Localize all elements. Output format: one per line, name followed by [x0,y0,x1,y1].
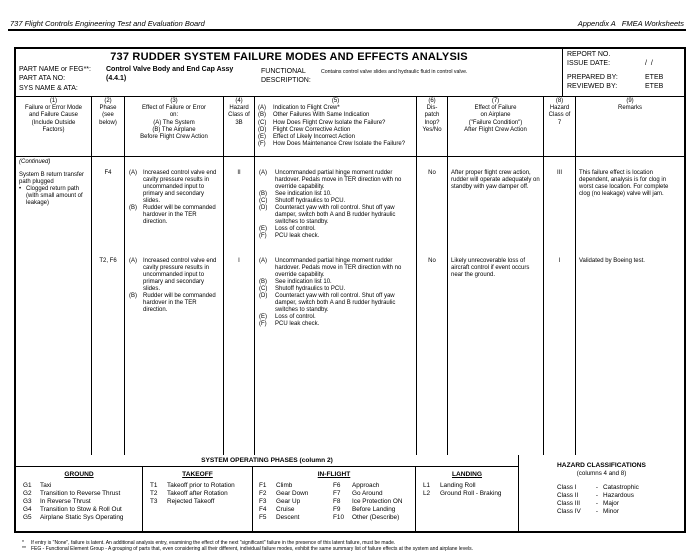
phase-item: G1 Taxi [23,482,52,489]
part-name-label: PART NAME or FEG**: [19,66,91,73]
header-line: Inop? [424,119,440,126]
lettered-item: (B) Rudder will be commanded hardover in the TER direction. [129,205,216,225]
functional-description-label-line2: DESCRIPTION: [261,77,311,84]
phase-item: F10 Other (Describe) [333,514,400,521]
header-lettered-line: (B) Other Failures With Same Indication [258,112,370,119]
header-lettered-line: (F) How Does Maintenance Crew Isolate the Failure? [258,141,406,148]
lettered-item: (B) See indication list 10. [259,191,332,197]
entry-2-dispatch: No [428,258,436,264]
header-line: Hazard [549,105,570,112]
phase-item: F3 Gear Up [259,498,301,505]
header-lettered-line: (D) Flight Crew Corrective Action [258,126,351,133]
entry-1-remarks: This failure effect is location dependent, analysis is for clog in worst case location. For complete clog (no leakage) valve will jam. [579,170,669,197]
lettered-item: (A) Increased control valve end cavity pressure results in uncommanded input to primary and secondary slides. [129,170,217,204]
report-no-label: REPORT NO. [567,51,611,58]
lettered-item: (E) Loss of control. [259,226,316,232]
entry-2-indications [255,258,416,328]
entry-2-effects [125,258,223,314]
lettered-item: (A) Increased control valve end cavity pressure results in uncommanded input to primary and secondary slides. [129,258,217,292]
col-header-hazard-3b: (4) Hazard Class of 3B [224,97,255,156]
issue-date-value: / / [645,60,653,67]
phase-item: F2 Gear Down [259,490,309,497]
col-header-remarks: (9) Remarks [576,97,684,156]
header-line: ("Failure Condition") [468,119,523,126]
header-line: 7 [557,119,562,126]
hazard-class-row: Class I - Catastrophic [557,484,639,491]
body-col-hazard-7 [544,157,576,455]
col-header-indications: (5) (A) Indication to Flight Crew* (B) Other Failures With Same Indication (C) How Does Flight Crew Isolate the Failure? (D) Flight Crew Corrective Action (E) Effect of Likely Incorrect Action (F) How Does Maintenance Crew Isolate the Failure? [255,97,417,156]
phases-section [16,455,684,531]
phase-item: F1 Climb [259,482,293,489]
lettered-item: (D) Counteract yaw with roll control. Shut off yaw damper, switch both A and B rudder hydraulic switches to standby. [259,293,396,313]
lettered-item: (F) PCU leak check. [259,321,320,327]
part-ata-label: PART ATA NO: [19,75,66,82]
header-line: Before Flight Crew Action [140,134,208,141]
header-line: Class of [228,112,250,119]
lettered-item: (F) PCU leak check. [259,233,320,239]
entry-2-hazard-3b: I [238,258,240,264]
header-line: and Failure Cause [28,112,79,119]
functional-description-label-line1: FUNCTIONAL [261,68,306,75]
entry-1-failure-mode: System B return transfer path plugged • Clogged return path (with small amount of leakage) [16,172,91,207]
fmea-worksheet [14,47,686,533]
hazard-class-row: Class III - Major [557,500,619,507]
col-header-phase: (2) Phase (see below) [92,97,125,156]
phase-item: F4 Cruise [259,506,295,513]
entry-2-hazard-7: I [558,258,561,264]
entry-2-remarks: Validated by Boeing test. [579,258,645,264]
header-line: Effect of Failure or Error [142,105,206,112]
page-header-left: 737 Flight Controls Engineering Test and Evaluation Board [10,19,205,28]
col-header-dispatch: (6) Dis- patch Inop? Yes/No [417,97,448,156]
lettered-item: (A) Uncommanded partial hinge moment rudder hardover. Pedals move in TER direction with no override capability. [259,258,402,278]
page-header-right: Appendix A FMEA Worksheets [577,19,684,28]
title-block-left [16,49,562,96]
entry-1-phase: F4 [104,170,112,176]
header-line: Effect of Failure [474,105,517,112]
header-lettered-line: (A) Indication to Flight Crew* [258,105,340,112]
entry-1-hazard-3b: II [237,170,241,176]
continued-note: (Continued) [19,159,51,165]
entry-1-effects [125,170,223,226]
header-line: on Airplane [480,112,511,119]
header-line: patch [424,112,440,119]
phases-band-title: SYSTEM OPERATING PHASES (column 2) [16,455,518,467]
phase-item: T1 Takeoff prior to Rotation [150,482,235,489]
header-line: Class of [548,112,571,119]
reviewed-by-value: ETEB [645,83,664,90]
footnote-2: ** FEG - Functional Element Group - A grouping of parts that, even considering all their different, individual failure modes, exhibit the same summary list of failure effects at the system and airplane levels. [22,546,473,552]
table-body [16,157,684,455]
phase-item: G4 Transition to Stow & Roll Out [23,506,122,513]
hazard-class-row: Class IV - Minor [557,508,619,515]
entry-1-effect-after: After proper flight crew action, rudder will operate adequately on standby with yaw damper off. [451,170,540,190]
phase-col-ground: GROUND G1 Taxi G2 Transition to Reverse Thrust G3 In Reverse Thrust G4 Transition to Stow & Roll Out G5 Airplane Static Sys Operating [16,467,143,531]
header-line: Dis- [426,105,438,112]
title-block [16,49,684,97]
entry-2-phase: T2, F6 [99,258,117,264]
body-col-effects [125,157,224,455]
report-info-box [562,49,684,96]
lettered-item: (C) Shutoff hydraulics to PCU. [259,198,346,204]
lettered-item: (D) Counteract yaw with roll control. Shut off yaw damper, switch both A and B rudder hydraulic switches to standby. [259,205,396,225]
phase-item: F5 Descent [259,514,300,521]
phase-item: L2 Ground Roll - Braking [423,490,502,497]
functional-description-value: Contains control valve slides and hydraulic fluid in control valve. [321,69,468,75]
col-header-failure-mode: (1) Failure or Error Mode and Failure Cause (Include Outside Factors) [16,97,92,156]
col-header-effect-after: (7) Effect of Failure on Airplane ("Failure Condition") After Flight Crew Action [448,97,544,156]
worksheet-title: 737 RUDDER SYSTEM FAILURE MODES AND EFFECTS ANALYSIS [110,51,468,63]
failure-cause-bullet: • Clogged return path (with small amount of leakage) [19,186,83,206]
column-header-row [16,97,684,157]
header-line: (see [102,112,114,119]
phase-item: G2 Transition to Reverse Thrust [23,490,121,497]
phase-col-landing: LANDING L1 Landing Roll L2 Ground Roll - Braking [416,467,518,531]
header-line: Phase [99,105,117,112]
header-line: Failure or Error Mode [24,105,83,112]
phase-item: G5 Airplane Static Sys Operating [23,514,124,521]
lettered-item: (B) See indication list 10. [259,279,332,285]
phase-item: T2 Takeoff after Rotation [150,490,228,497]
hazard-class-row: Class II - Hazardous [557,492,634,499]
entry-1-dispatch: No [428,170,436,176]
phase-col-takeoff: TAKEOFF T1 Takeoff prior to Rotation T2 Takeoff after Rotation T3 Rejected Takeoff [143,467,253,531]
lettered-item: (E) Loss of control. [259,314,316,320]
phase-item: F8 Ice Protection ON [333,498,403,505]
phase-item: F6 Approach [333,482,380,489]
entry-2-effect-after: Likely unrecoverable loss of aircraft control if event occurs near the ground. [451,258,530,278]
header-line: Hazard [229,105,249,112]
col-header-effect-before: (3) Effect of Failure or Error on: (A) The System (B) The Airplane Before Flight Crew Action [125,97,224,156]
phase-item: L1 Landing Roll [423,482,476,489]
entry-1-hazard-7: III [556,170,562,176]
header-line: (Include Outside [31,119,76,126]
header-lettered-line: (C) How Does Flight Crew Isolate the Failure? [258,119,386,126]
header-line: After Flight Crew Action [464,126,527,133]
sys-name-label: SYS NAME & ATA: [19,85,78,92]
issue-date-label: ISSUE DATE: [567,60,611,67]
header-line: Remarks [617,105,642,112]
page-header-rule [8,29,686,31]
phase-col-inflight: IN-FLIGHT F1 Climb F2 Gear Down F3 Gear Up F4 Cruise F5 Descent F6 Approach F7 Go Around F8 Ice Protection ON F9 Before Landing F10 Other (Describe) [253,467,416,531]
body-col-dispatch [417,157,448,455]
header-line: 3B [235,119,243,126]
footnote-1: * If entry is "None", failure is latent. An additional analysis entry, examining the effect of the next "significant" failure in the presence of this latent failure, must be made. [22,540,396,546]
header-line: Factors) [42,126,65,133]
entry-1-indications [255,170,416,240]
prepared-by-value: ETEB [645,74,664,81]
col-header-hazard-7: (8) Hazard Class of 7 [544,97,576,156]
body-col-failure-mode [16,157,92,455]
phase-item: F7 Go Around [333,490,383,497]
header-lettered-line: (E) Effect of Likely Incorrect Action [258,134,355,141]
reviewed-by-label: REVIEWED BY: [567,83,618,90]
body-col-indications [255,157,417,455]
header-line: Yes/No [422,126,442,133]
header-line: below) [99,119,117,126]
body-col-phase [92,157,125,455]
part-ata-value: (4.4.1) [106,75,127,82]
body-col-effect-after [448,157,544,455]
part-name-value: Control Valve Body and End Cap Assy [106,66,234,73]
phase-item: F9 Before Landing [333,506,396,513]
hazard-classifications-box: HAZARD CLASSIFICATIONS (columns 4 and 8) Class I - Catastrophic Class II - Hazardous Class III - Major Class IV - Minor [518,455,684,531]
header-line: (B) The Airplane [152,126,196,133]
body-col-hazard-3b [224,157,255,455]
lettered-item: (A) Uncommanded partial hinge moment rudder hardover. Pedals move in TER direction with no override capability. [259,170,402,190]
phase-item: T3 Rejected Takeoff [150,498,215,505]
footnotes [22,540,473,552]
phase-item: G3 In Reverse Thrust [23,498,91,505]
lettered-item: (B) Rudder will be commanded hardover in the TER direction. [129,293,216,313]
prepared-by-label: PREPARED BY: [567,74,618,81]
header-line: (A) The System [153,119,195,126]
operating-phases [16,455,518,531]
header-line: on: [169,112,179,119]
body-col-remarks [576,157,684,455]
lettered-item: (C) Shutoff hydraulics to PCU. [259,286,346,292]
